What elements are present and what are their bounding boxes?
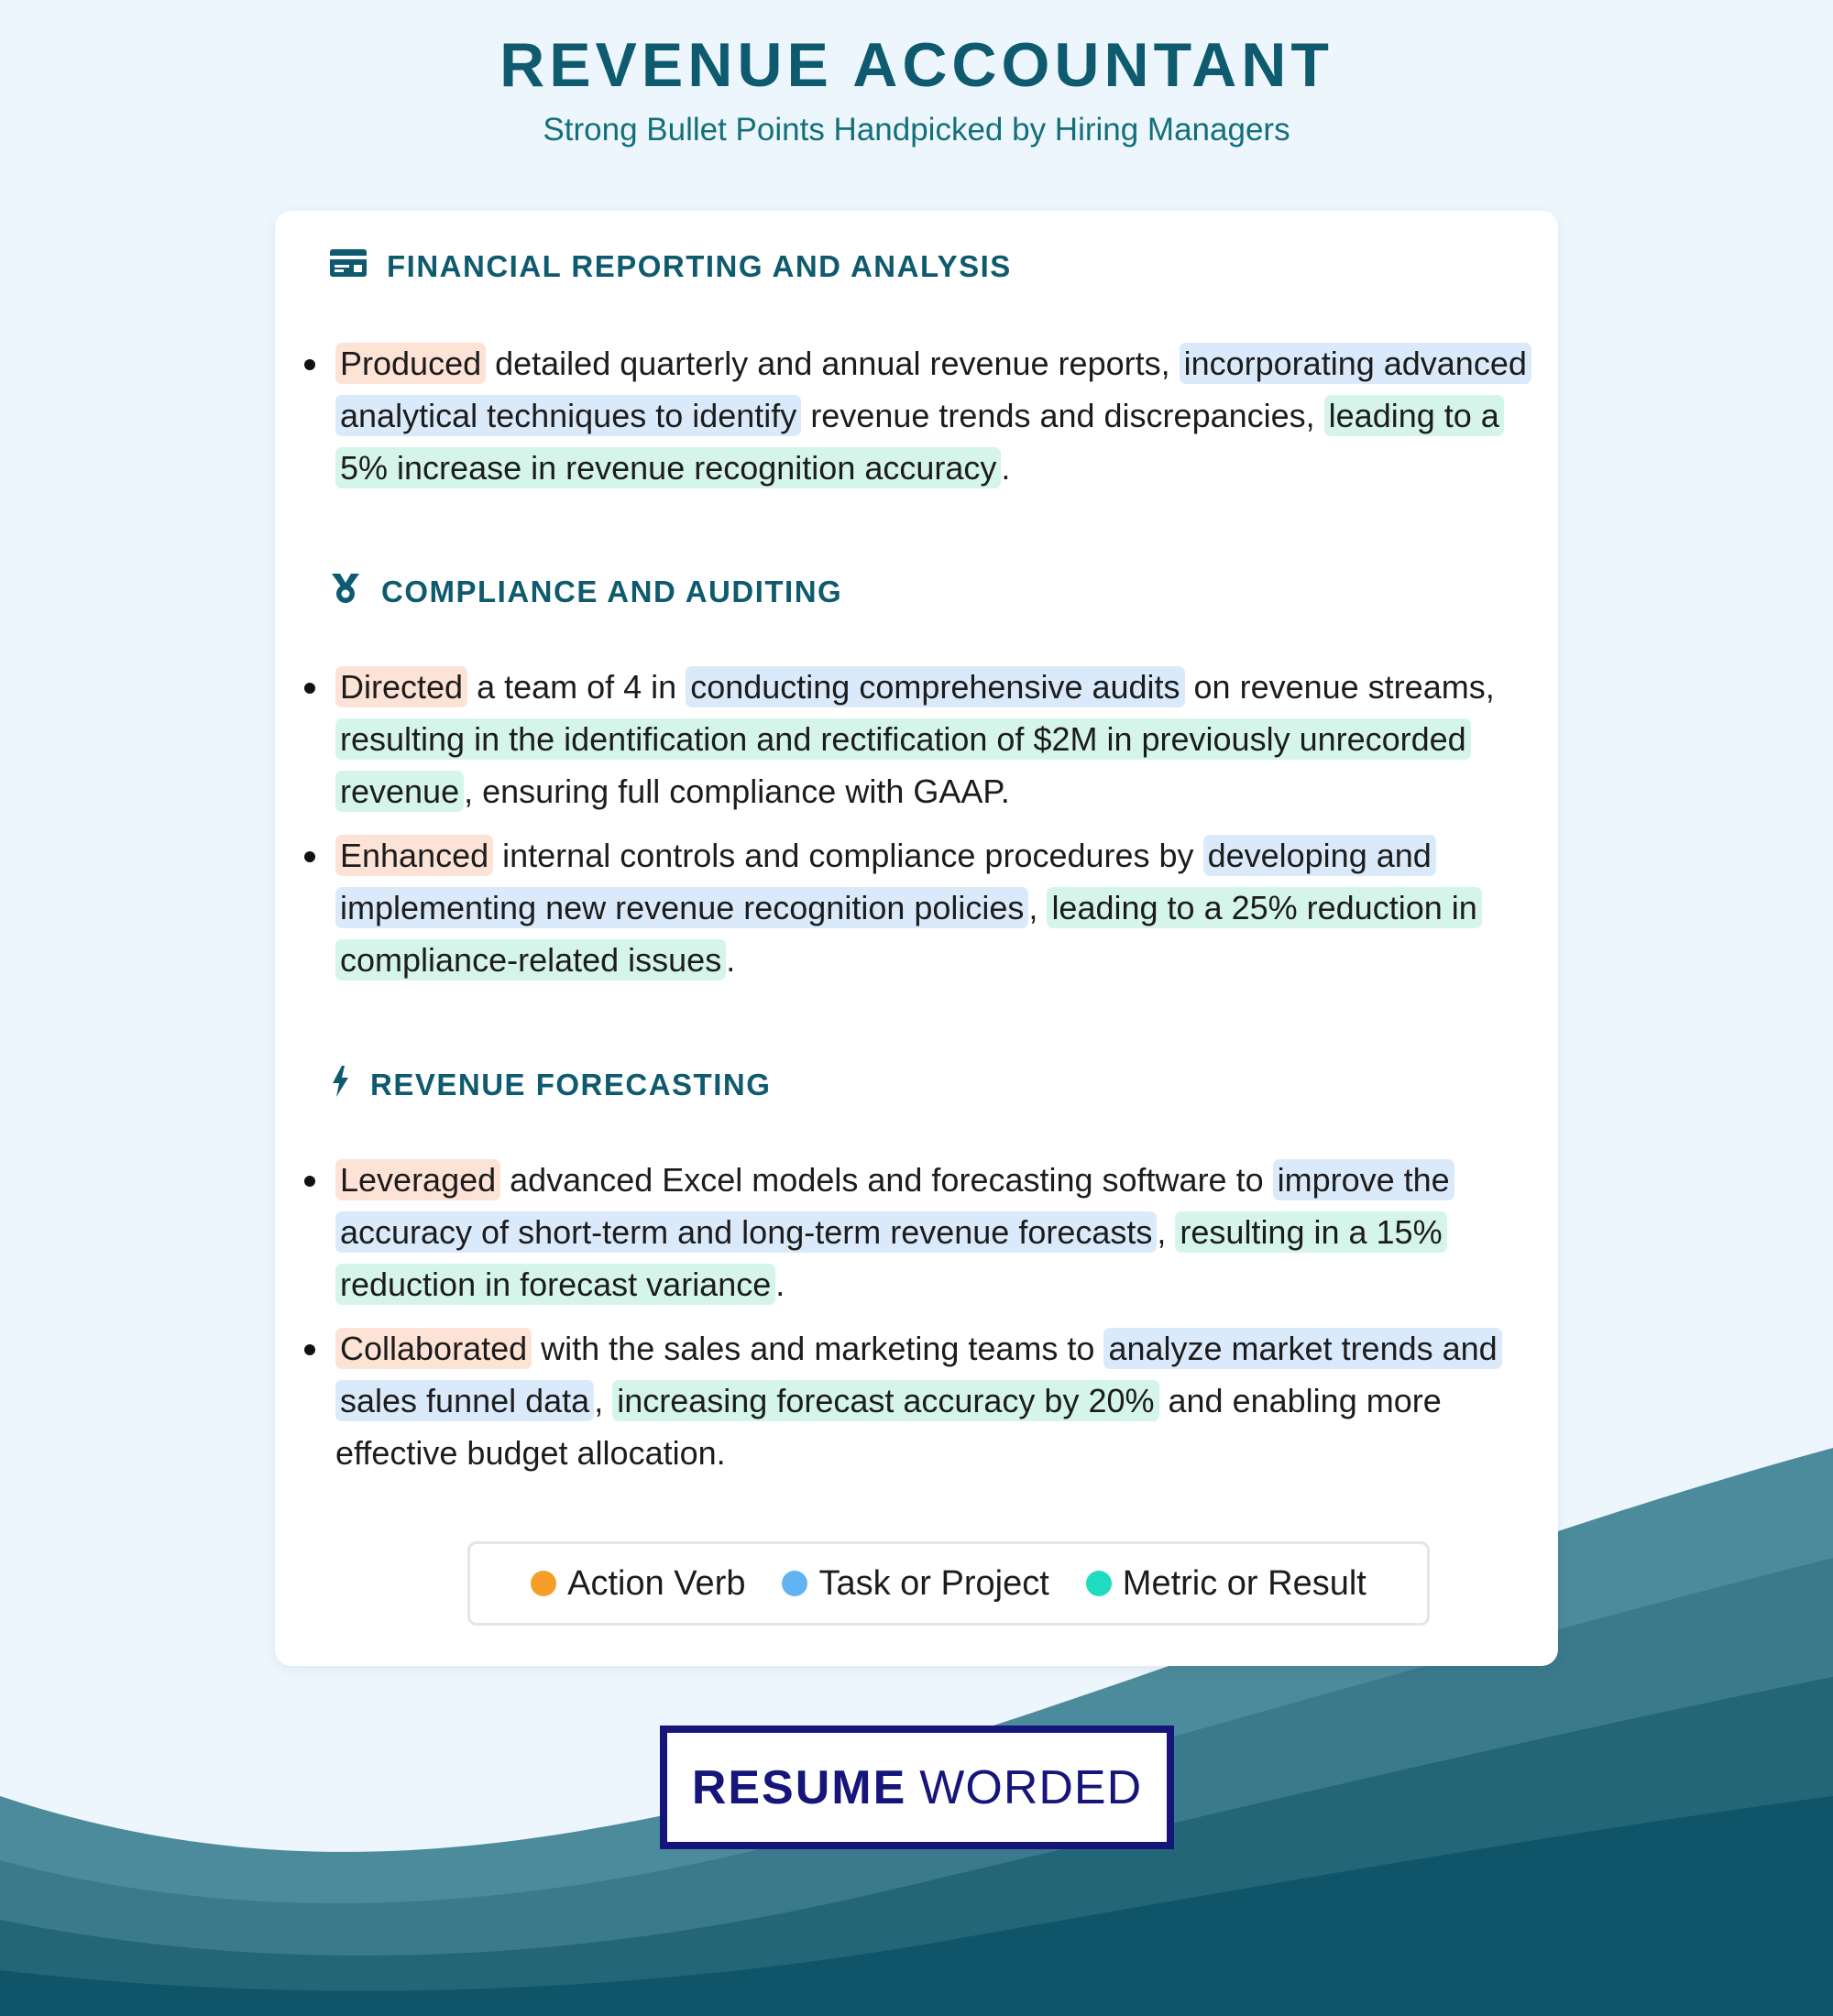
bullet-text: , ensuring full compliance with GAAP. xyxy=(464,772,1010,810)
bullet-text: internal controls and compliance procedures by xyxy=(493,837,1203,874)
section-heading-text: REVENUE FORECASTING xyxy=(370,1068,772,1101)
bullet-text: advanced Excel models and forecasting software to xyxy=(500,1161,1273,1199)
task-highlight: developing and implementing new revenue recognition policies xyxy=(335,835,1436,928)
legend-item-metric xyxy=(1086,1564,1367,1604)
orange-dot-icon xyxy=(531,1571,556,1596)
section-heading-text: COMPLIANCE AND AUDITING xyxy=(381,575,843,608)
bullet-text: detailed quarterly and annual revenue reports, xyxy=(486,345,1180,382)
bullet-text: . xyxy=(775,1265,785,1303)
list-item xyxy=(275,1322,1558,1479)
action-verb-highlight: Enhanced xyxy=(335,835,493,876)
list-item xyxy=(275,1154,1558,1310)
bullet-points-card xyxy=(275,211,1558,1666)
metric-highlight: leading to a 25% reduction in compliance-related issues xyxy=(335,887,1482,981)
page-title: REVENUE ACCOUNTANT xyxy=(499,30,1334,100)
bullet-text: . xyxy=(726,941,736,979)
legend-label: Action Verb xyxy=(567,1563,746,1603)
action-verb-highlight: Leveraged xyxy=(335,1159,500,1200)
bullet-text: a team of 4 in xyxy=(467,668,686,706)
lightning-bolt-icon xyxy=(330,1066,350,1104)
metric-highlight: resulting in a 15% reduction in forecast variance xyxy=(335,1211,1447,1305)
logo-bold-text: RESUME xyxy=(691,1760,907,1814)
legend-label: Metric or Result xyxy=(1122,1563,1367,1603)
list-item xyxy=(275,829,1558,986)
bullet-text: , xyxy=(1157,1213,1176,1251)
metric-highlight: leading to a 5% increase in revenue recognition accuracy xyxy=(335,395,1504,488)
section-heading-compliance xyxy=(330,573,842,611)
blue-dot-icon xyxy=(782,1571,807,1596)
legend-label: Task or Project xyxy=(818,1563,1049,1603)
logo-light-text: WORDED xyxy=(919,1760,1143,1814)
bullet-list-financial-reporting xyxy=(275,337,1558,494)
action-verb-highlight: Directed xyxy=(335,666,467,707)
bullet-list-compliance xyxy=(275,661,1558,986)
section-heading-financial-reporting xyxy=(330,249,1012,284)
bullet-text: and enabling more effective budget allocation. xyxy=(335,1382,1442,1472)
bullet-text: on revenue streams, xyxy=(1184,668,1495,706)
highlight-legend xyxy=(467,1541,1430,1626)
medal-icon xyxy=(330,573,361,611)
section-heading-forecasting xyxy=(330,1066,771,1104)
credit-card-icon xyxy=(330,249,367,284)
legend-item-action-verb xyxy=(531,1564,745,1604)
bullet-list-forecasting xyxy=(275,1154,1558,1479)
list-item xyxy=(275,337,1558,494)
resume-worded-logo[interactable] xyxy=(660,1726,1174,1849)
bullet-text: . xyxy=(1001,449,1011,487)
page-subtitle: Strong Bullet Points Handpicked by Hiring Managers xyxy=(543,112,1290,148)
metric-highlight: resulting in the identification and rectification of $2M in previously unrecorded revenue xyxy=(335,718,1471,812)
action-verb-highlight: Collaborated xyxy=(335,1328,532,1369)
bullet-text: , xyxy=(594,1382,613,1419)
bullet-text: revenue trends and discrepancies, xyxy=(801,397,1324,434)
metric-highlight: increasing forecast accuracy by 20% xyxy=(612,1380,1158,1421)
legend-item-task xyxy=(782,1564,1048,1604)
bullet-text: with the sales and marketing teams to xyxy=(532,1330,1104,1367)
task-highlight: conducting comprehensive audits xyxy=(686,666,1184,707)
task-highlight: incorporating advanced analytical techniques to identify xyxy=(335,343,1531,436)
action-verb-highlight: Produced xyxy=(335,343,486,384)
task-highlight: improve the accuracy of short-term and long-term revenue forecasts xyxy=(335,1159,1454,1253)
list-item xyxy=(275,661,1558,817)
task-highlight: analyze market trends and sales funnel data xyxy=(335,1328,1502,1421)
teal-dot-icon xyxy=(1086,1571,1112,1596)
section-heading-text: FINANCIAL REPORTING AND ANALYSIS xyxy=(387,249,1012,283)
bullet-text: , xyxy=(1028,889,1048,926)
